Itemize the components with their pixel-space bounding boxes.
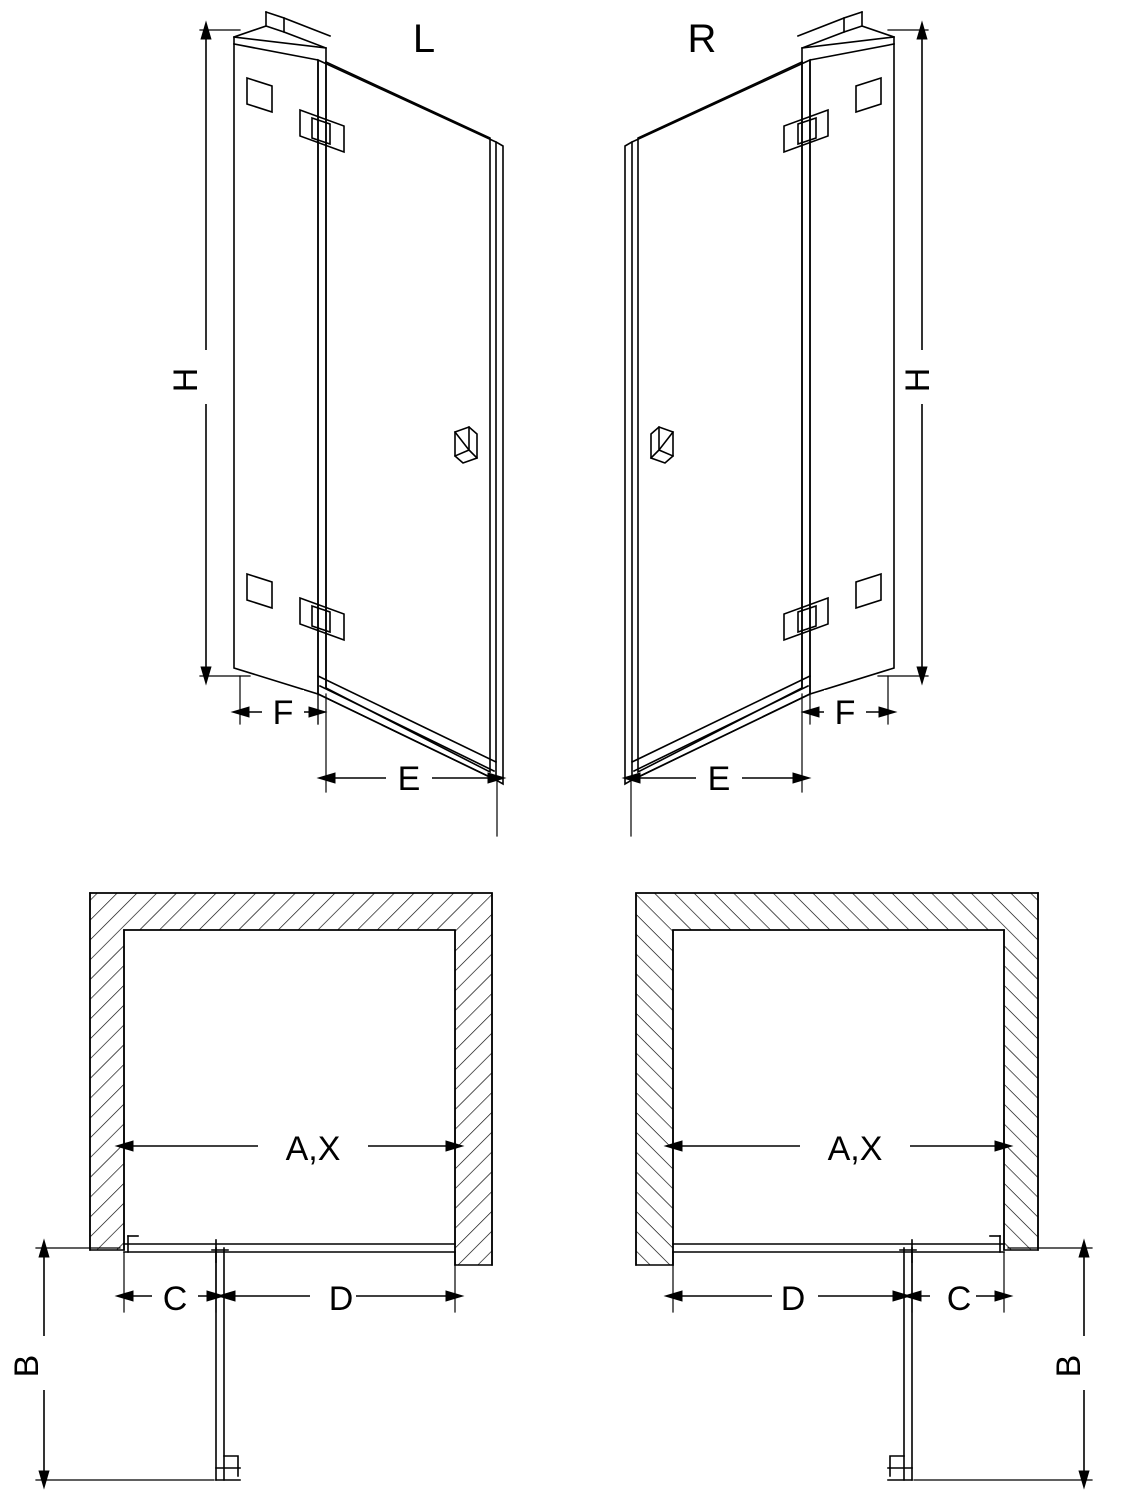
dimension-label-h-left: H [167, 367, 205, 393]
dimension-label-c-right: C [946, 1280, 972, 1318]
plan-view-right [636, 893, 1092, 1480]
dimension-label-b-right: B [1050, 1354, 1088, 1378]
dimension-label-e-left: E [397, 760, 421, 798]
dimension-label-f-right: F [834, 694, 856, 732]
label-right-variant: R [687, 17, 717, 61]
label-left-variant: L [412, 17, 436, 61]
perspective-view-left [200, 12, 503, 836]
dimension-label-f-left: F [272, 694, 294, 732]
plan-view-left [36, 893, 492, 1480]
dimension-label-b-left: B [8, 1354, 46, 1378]
dimension-label-e-right: E [707, 760, 731, 798]
perspective-view-right [625, 12, 928, 836]
dimension-label-ax-left: A,X [285, 1130, 341, 1168]
dimension-label-ax-right: A,X [827, 1130, 883, 1168]
dimension-label-d-right: D [780, 1280, 806, 1318]
dimension-label-d-left: D [328, 1280, 354, 1318]
dimension-label-c-left: C [162, 1280, 188, 1318]
dimension-label-h-right: H [899, 367, 937, 393]
